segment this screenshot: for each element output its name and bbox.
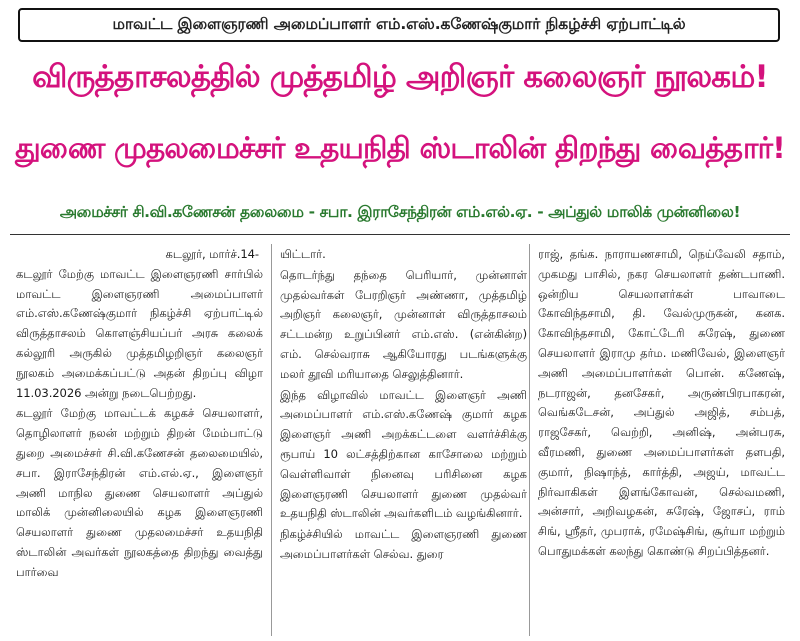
kicker-text: மாவட்ட இளைஞரணி அமைப்பாளர் எம்.எஸ்.கணேஷ்குமார் நிகழ்ச்சி ஏற்பாட்டில் [112, 15, 686, 33]
paragraph: நிகழ்ச்சியில் மாவட்ட இளைஞரணி துணை அமைப்பாளர்கள் செல்வ. துரை [280, 527, 527, 561]
paragraph: கடலூர் மேற்கு மாவட்ட இளைஞரணி சார்பில் மாவட்ட இளைஞரணி அமைப்பாளர் எம்.எஸ்.கணேஷ்குமார் நிகழ்ச்சி ஏற்பாட்டில் விருத்தாசலம் கொளஞ்சியப்பர் அரசு கலைக் கல்லூரி அருகில் முத்தமிழறிஞர் கலைஞர் நூலகம் அமைக்கப்பட்டு அதன் திறப்பு விழா 11.03.2026 அன்று நடைபெற்றது. [16, 266, 263, 400]
header-divider [10, 234, 790, 235]
article-column-1 [16, 245, 263, 635]
article-column-2 [280, 245, 527, 635]
paragraph: இந்த விழாவில் மாவட்ட இளைஞர் அணி அமைப்பாளர் எம்.எஸ்.கணேஷ் குமார் கழக இளைஞர் அணி அறக்கட்டளை வளர்ச்சிக்கு ரூபாய் 10 லட்சத்திற்கான காசோலை மற்றும் வெள்ளிவாள் நினைவு பரிசினை கழக இளைஞரணி செயலாளர் துணை முதல்வர் உதயநிதி ஸ்டாலின் அவர்களிடம் வழங்கினார். [280, 387, 527, 521]
paragraph: ராஜ், தங்க. நாராயணசாமி, நெய்வேலி சதாம், முகமது பாசில், நகர செயலாளர் தண்டபாணி. ஒன்றிய செயலாளர்கள் பாவாடை கோவிந்தசாமி, தி. வேல்முருகன், கனக. கோவிந்தசாமி, கோட்டேரி சுரேஷ், துணை செயலாளர் இராமு தர்ம. மணிவேல், இளைஞர் அணி அமைப்பாளர்கள் பொன். கணேஷ், நடராஜன், தனசேகர், அருண்பிரபாகரன், வெங்கடேசன், அப்துல் அஜித், சம்பத், ராஜசேகர், வெற்றி, அனிஷ், அன்பரசு, வீரமணி, துணை அமைப்பாளர்கள் தளபதி, குமார், நிஷாந்த், கார்த்தி, அஜய், மாவட்ட நிர்வாகிகள் இளங்கோவன், செல்வமணி, அன்சார், அறிவழகன், சுரேஷ், ஜோசப், ராம் சிங், ஸ்ரீதர், முபராக், ரமேஷ்சிங், சூர்யா மற்றும் பொதுமக்கள் கலந்து கொண்டு சிறப்பித்தனர். [538, 247, 785, 558]
paragraph: கடலூர் மேற்கு மாவட்டக் கழகச் செயலாளர், தொழிலாளர் நலன் மற்றும் திறன் மேம்பாட்டு துறை அமைச்சர் சி.வி.கணேசன் தலைமையில், சபா. இராசேந்திரன் எம்.எல்.ஏ., இளைஞர் அணி மாநில துணை செயலாளர் அப்துல் மாலிக் முன்னிலையில் கழக இளைஞரணி செயலாளர் துணை முதலமைச்சர் உதயநிதி ஸ்டாலின் அவர்கள் நூலகத்தை திறந்து வைத்து பார்வை [16, 406, 263, 579]
paragraph: தொடர்ந்து தந்தை பெரியார், முன்னாள் முதல்வர்கள் பேரறிஞர் அண்ணா, முத்தமிழ் அறிஞர் கலைஞர், முன்னாள் விருத்தாசலம் சட்டமன்ற உறுப்பினர் எம்.எஸ். (என்கின்ற) எம். செல்வராசு ஆகியோரது படங்களுக்கு மலர் தூவி மரியாதை செலுத்தினார். [280, 267, 527, 381]
article-column-3 [538, 245, 785, 635]
column-divider [529, 244, 530, 636]
column-divider [271, 244, 272, 636]
paragraph: யிட்டார். [280, 247, 326, 261]
dateline: கடலூர், மார்ச்.14- [165, 247, 259, 261]
subheadline: அமைச்சர் சி.வி.கணேசன் தலைமை - சபா. இராசேந்திரன் எம்.எல்.ஏ. - அப்துல் மாலிக் முன்னிலை! [59, 203, 741, 221]
headline-line-1: விருத்தாசலத்தில் முத்தமிழ் அறிஞர் கலைஞர் நூலகம்! [32, 59, 768, 95]
headline-line-2: துணை முதலமைச்சர் உதயநிதி ஸ்டாலின் திறந்து வைத்தார்! [15, 131, 785, 165]
kicker-box [18, 8, 780, 42]
